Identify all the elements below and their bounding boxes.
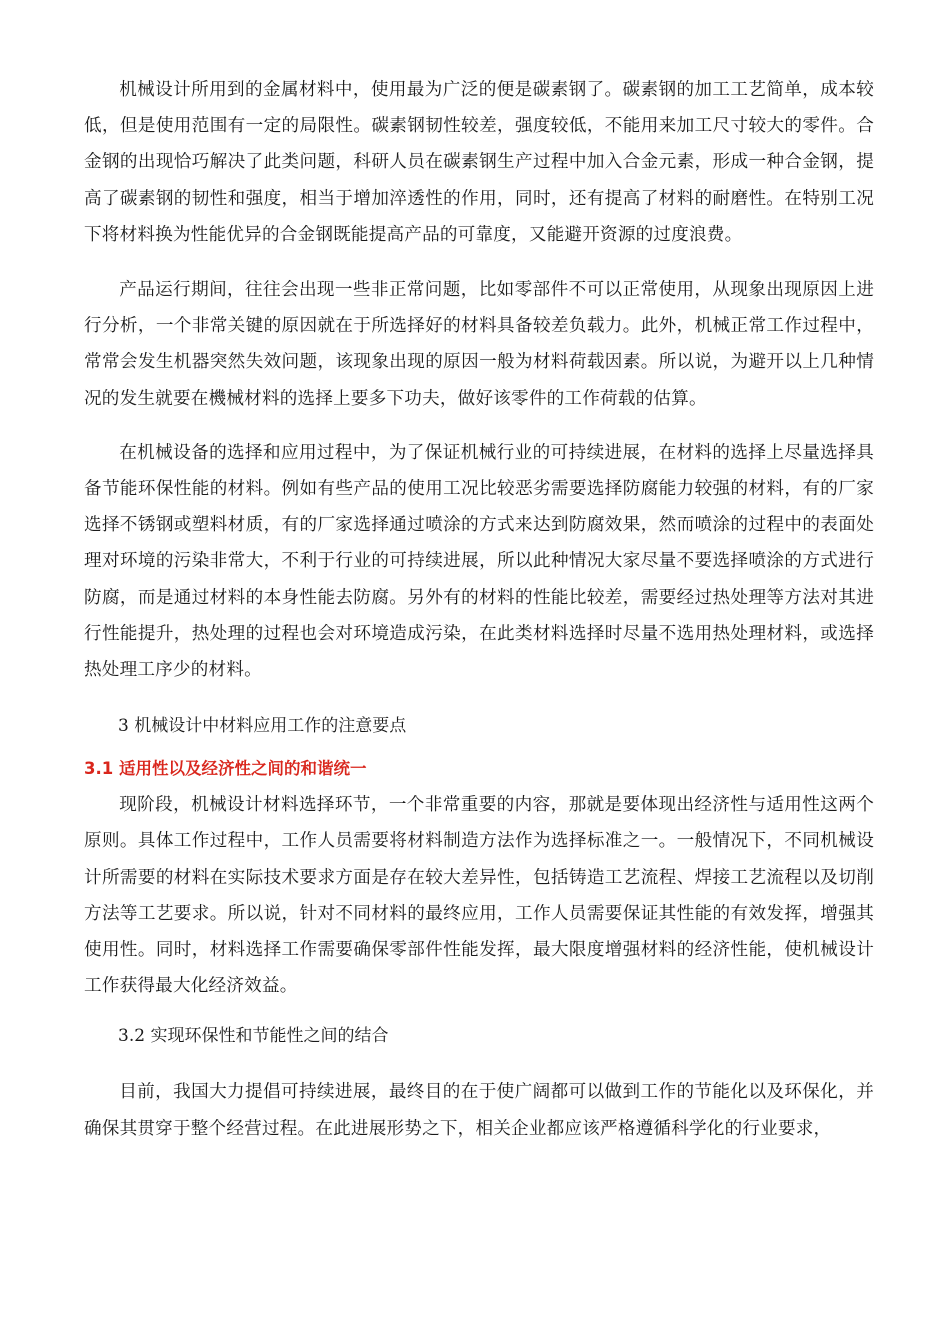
document-page bbox=[84, 72, 874, 1167]
section-3-2-heading: 3.2 实现环保性和节能性之间的结合 bbox=[118, 1026, 389, 1047]
section-3-1-heading: 3.1 适用性以及经济性之间的和谐统一 bbox=[84, 759, 367, 779]
section-3-heading: 3 机械设计中材料应用工作的注意要点 bbox=[118, 716, 407, 737]
paragraph-eco-materials: 在机械设备的选择和应用过程中，为了保证机械行业的可持续进展，在材料的选择上尽量选择具备节能环保性能的材料。例如有些产品的使用工况比较恶劣需要选择防腐能力较强的材料，有的厂家选择不锈钢或塑料材质，有的厂家选择通过喷涂的方式来达到防腐效果，然而喷涂的过程中的表面处理对环境的污染非常大，不利于行业的可持续进展，所以此种情况大家尽量不要选择喷涂的方式进行防腐，而是通过材料的本身性能去防腐。另外有的材料的性能比较差，需要经过热处理等方法对其进行性能提升，热处理的过程也会对环境造成污染，在此类材料选择时尽量不选用热处理材料，或选择热处理工序少的材料。 bbox=[84, 442, 874, 681]
paragraph-applicability-economy: 现阶段，机械设计材料选择环节，一个非常重要的内容，那就是要体现出经济性与适用性这两个原则。具体工作过程中，工作人员需要将材料制造方法作为选择标准之一。一般情况下，不同机械设计所需要的材料在实际技术要求方面是存在较大差异性，包括铸造工艺流程、焊接工艺流程以及切削方法等工艺要求。所以说，针对不同材料的最终应用，工作人员需要保证其性能的有效发挥，增强其使用性。同时，材料选择工作需要确保零部件性能发挥，最大限度增强材料的经济性能，使机械设计工作获得最大化经济效益。 bbox=[84, 795, 874, 997]
paragraph-carbon-steel: 机械设计所用到的金属材料中，使用最为广泛的便是碳素钢了。碳素钢的加工工艺简单，成本较低，但是使用范围有一定的局限性。碳素钢韧性较差，强度较低，不能用来加工尺寸较大的零件。合金钢的出现恰巧解决了此类问题，科研人员在碳素钢生产过程中加入合金元素，形成一种合金钢，提高了碳素钢的韧性和强度，相当于增加淬透性的作用，同时，还有提高了材料的耐磨性。在特别工况下将材料换为性能优异的合金钢既能提高产品的可靠度，又能避开资源的过度浪费。 bbox=[84, 80, 874, 245]
paragraph-sustainable-development: 目前，我国大力提倡可持续进展，最终目的在于使广阔都可以做到工作的节能化以及环保化，并确保其贯穿于整个经营过程。在此进展形势之下，相关企业都应该严格遵循科学化的行业要求， bbox=[84, 1082, 874, 1139]
paragraph-load-capacity: 产品运行期间，往往会出现一些非正常问题，比如零部件不可以正常使用，从现象出现原因上进行分析，一个非常关键的原因就在于所选择好的材料具备较差负载力。此外，机械正常工作过程中，常常会发生机器突然失效问题，该现象出现的原因一般为材料荷载因素。所以说，为避开以上几种情况的发生就要在機械材料的选择上要多下功夫，做好该零件的工作荷载的估算。 bbox=[84, 280, 874, 409]
